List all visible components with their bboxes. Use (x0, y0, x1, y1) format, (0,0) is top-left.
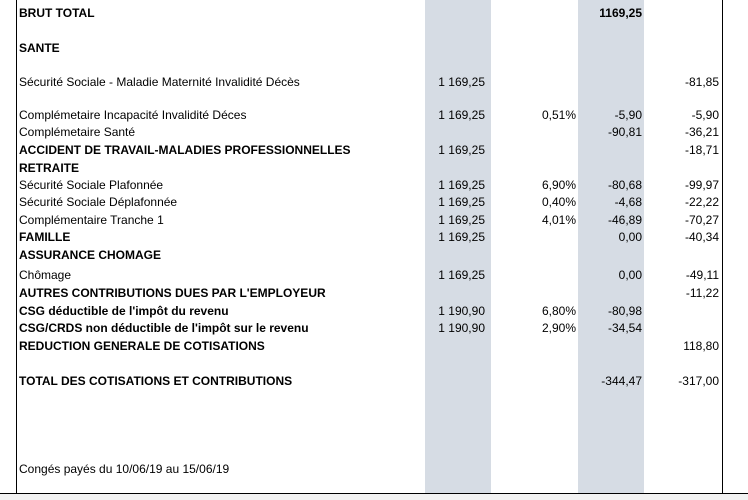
row-employer: -49,11 (685, 268, 719, 282)
row-employer: -40,34 (684, 230, 719, 244)
row-employer: -36,21 (684, 125, 719, 139)
row-base: 1 190,90 (438, 321, 485, 335)
row-salarie: -5,90 (614, 108, 642, 122)
row-rate: 2,90% (541, 321, 576, 335)
row-employer: -5,90 (691, 108, 719, 122)
row-rate: 0,51% (541, 108, 576, 122)
conges-payes-note: Congés payés du 10/06/19 au 15/06/19 (19, 462, 230, 476)
row-label: Complémentaire Tranche 1 (19, 213, 164, 227)
row-base: 1 169,25 (438, 268, 485, 282)
row-base: 1 169,25 (438, 195, 485, 209)
row-rate: 4,01% (541, 213, 576, 227)
row-base: 1 169,25 (438, 108, 485, 122)
section-accident (0, 142, 748, 159)
section-label: FAMILLE (19, 230, 71, 244)
row-csg-crds (0, 320, 748, 337)
brut-total-row (0, 5, 748, 22)
footer-note-row (0, 461, 748, 478)
row-rate: 6,80% (541, 304, 576, 318)
row-employer: -22,22 (684, 195, 719, 209)
row-salarie: -34,54 (607, 321, 642, 335)
row-label: CSG/CRDS non déductible de l'impôt sur le revenu (19, 321, 309, 335)
section-label: AUTRES CONTRIBUTIONS DUES PAR L'EMPLOYEUR (19, 286, 326, 300)
row-chomage (0, 267, 748, 284)
row-comp-sante (0, 124, 748, 141)
section-assurance-chomage (0, 247, 748, 264)
row-base: 1 169,25 (438, 75, 485, 89)
section-sante (0, 40, 748, 57)
row-comp-tranche1 (0, 212, 748, 229)
row-employer: -11,22 (685, 286, 719, 300)
section-retraite (0, 160, 748, 177)
row-ss-plafonnee (0, 177, 748, 194)
row-base: 1 169,25 (438, 230, 485, 244)
row-label: Sécurité Sociale - Maladie Maternité Invalidité Décès (19, 75, 300, 89)
row-label: Complémetaire Santé (19, 125, 136, 139)
row-employer: -18,71 (684, 143, 719, 157)
row-salarie: -46,89 (607, 213, 642, 227)
total-employer: -317,00 (678, 374, 719, 388)
section-autres-contributions (0, 285, 748, 302)
section-label: ACCIDENT DE TRAVAIL-MALADIES PROFESSIONNELLES (19, 143, 351, 157)
total-label: TOTAL DES COTISATIONS ET CONTRIBUTIONS (19, 374, 293, 388)
row-employer: -99,97 (684, 178, 719, 192)
row-label: Chômage (19, 268, 72, 282)
section-reduction-generale (0, 338, 748, 355)
brut-total-label: BRUT TOTAL (19, 6, 95, 20)
row-salarie: -80,68 (607, 178, 642, 192)
row-employer: -70,27 (684, 213, 719, 227)
row-label: Complémetaire Incapacité Invalidité Déces (19, 108, 247, 122)
total-salarie: -344,47 (601, 374, 642, 388)
row-comp-incapacite (0, 107, 748, 124)
row-label: CSG déductible de l'impôt du revenu (19, 304, 229, 318)
section-label: REDUCTION GENERALE DE COTISATIONS (19, 339, 265, 353)
row-employer: -81,85 (684, 75, 719, 89)
row-salarie: 0,00 (618, 230, 642, 244)
row-label: Sécurité Sociale Plafonnée (19, 178, 164, 192)
row-salarie: -80,98 (607, 304, 642, 318)
row-base: 1 169,25 (438, 178, 485, 192)
row-salarie: -90,81 (607, 125, 642, 139)
row-base: 1 169,25 (438, 213, 485, 227)
row-ss-deplafonnee (0, 194, 748, 211)
section-label: SANTE (19, 41, 60, 55)
row-rate: 0,40% (541, 195, 576, 209)
section-label: RETRAITE (19, 161, 79, 175)
bottom-border (0, 493, 748, 500)
brut-total-amount: 1169,25 (599, 6, 642, 20)
row-salarie: -4,68 (614, 195, 642, 209)
total-cotisations-row (0, 373, 748, 390)
row-ss-maladie (0, 74, 748, 91)
row-rate: 6,90% (541, 178, 576, 192)
row-base: 1 169,25 (438, 143, 485, 157)
section-label: ASSURANCE CHOMAGE (19, 248, 162, 262)
row-employer: 118,80 (683, 339, 719, 353)
row-csg-deductible (0, 303, 748, 320)
row-base: 1 190,90 (438, 304, 485, 318)
row-salarie: 0,00 (618, 268, 642, 282)
row-label: Sécurité Sociale Déplafonnée (19, 195, 178, 209)
section-famille (0, 229, 748, 246)
